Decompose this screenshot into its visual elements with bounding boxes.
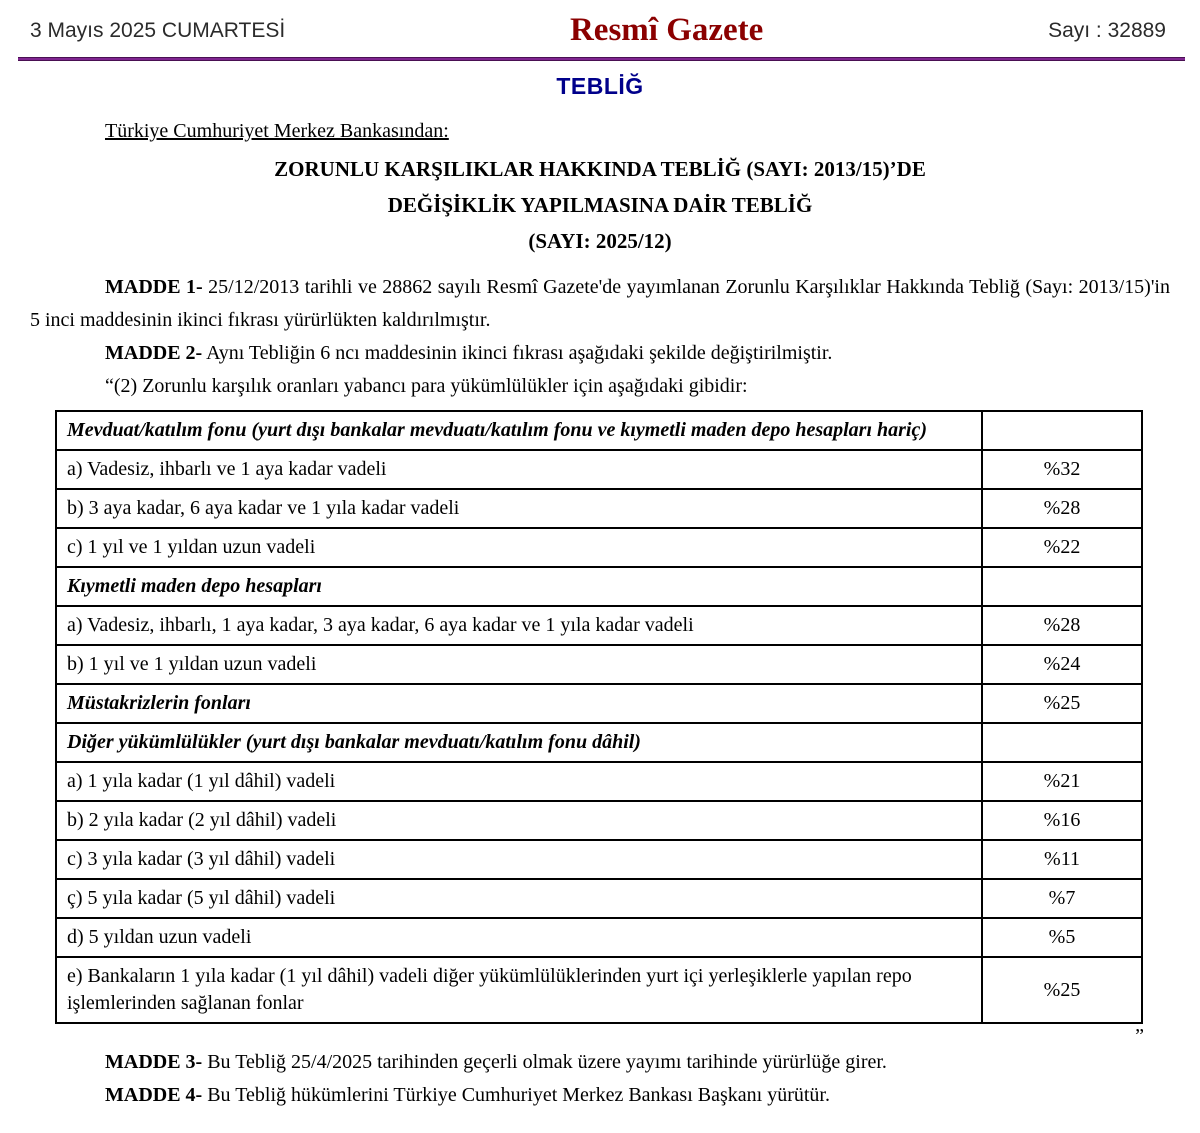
communique-title-line-1: ZORUNLU KARŞILIKLAR HAKKINDA TEBLİĞ (SAYI: 2013/15)’DE [274,157,926,181]
article-madde-3-label: MADDE 3- [105,1051,203,1073]
table-row [56,840,1142,879]
table-row [56,411,1142,450]
article-madde-4-text: Bu Tebliğ hükümlerini Türkiye Cumhuriyet Merkez Bankası Başkanı yürütür. [202,1084,830,1106]
table-cell-label: c) 3 yıla kadar (3 yıl dâhil) vadeli [56,840,982,879]
table-cell-label: Mevduat/katılım fonu (yurt dışı bankalar mevduatı/katılım fonu ve kıymetli maden depo hesapları hariç) [56,411,982,450]
table-cell-label: e) Bankaların 1 yıla kadar (1 yıl dâhil) vadeli diğer yükümlülüklerinden yurt içi yerleşiklerle yapılan repo işlemlerinden sağlanan fonlar [56,957,982,1023]
table-row [56,606,1142,645]
article-madde-2 [30,337,1170,370]
reserve-ratios-table [55,410,1143,1024]
table-row [56,489,1142,528]
communique-title-line-2: DEĞİŞİKLİK YAPILMASINA DAİR TEBLİĞ [387,193,813,217]
article-madde-1 [30,271,1170,337]
rates-table-body [56,411,1142,1023]
masthead-divider-rule [18,57,1185,61]
masthead-date: 3 Mayıs 2025 CUMARTESİ [30,18,286,42]
table-cell-ratio [982,723,1142,762]
communique-title-line-3: (SAYI: 2025/12) [528,229,672,253]
article-madde-1-text: 25/12/2013 tarihli ve 28862 sayılı Resmî Gazete'de yayımlanan Zorunlu Karşılıklar Hakkında Tebliğ (Sayı: 2013/15)'in 5 inci maddesinin ikinci fıkrası yürürlükten kaldırılmıştır. [30,276,1170,331]
table-row [56,723,1142,762]
table-cell-label: ç) 5 yıla kadar (5 yıl dâhil) vadeli [56,879,982,918]
gazette-title: Resmî Gazete [569,12,764,48]
table-cell-label: b) 3 aya kadar, 6 aya kadar ve 1 yıla kadar vadeli [56,489,982,528]
table-cell-ratio: %25 [982,957,1142,1023]
communique-title-block [30,151,1170,259]
table-row [56,801,1142,840]
table-cell-ratio: %28 [982,606,1142,645]
table-cell-label: b) 1 yıl ve 1 yıldan uzun vadeli [56,645,982,684]
table-cell-label: d) 5 yıldan uzun vadeli [56,918,982,957]
table-row [56,957,1142,1023]
table-cell-label: Müstakrizlerin fonları [56,684,982,723]
masthead-issue-number: Sayı : 32889 [1048,18,1166,42]
document-body [0,120,1200,1112]
table-cell-label: Diğer yükümlülükler (yurt dışı bankalar mevduatı/katılım fonu dâhil) [56,723,982,762]
article-madde-1-label: MADDE 1- [105,276,203,298]
table-cell-ratio: %16 [982,801,1142,840]
table-cell-ratio [982,567,1142,606]
table-cell-ratio: %32 [982,450,1142,489]
quote-intro-line: “(2) Zorunlu karşılık oranları yabancı para yükümlülükler için aşağıdaki gibidir: [105,375,748,397]
section-heading: TEBLİĞ [556,73,644,99]
article-madde-3-text: Bu Tebliğ 25/4/2025 tarihinden geçerli olmak üzere yayımı tarihinde yürürlüğe girer. [202,1051,887,1073]
table-cell-label: c) 1 yıl ve 1 yıldan uzun vadeli [56,528,982,567]
table-row [56,567,1142,606]
article-madde-2-label: MADDE 2- [105,342,203,364]
article-madde-4-label: MADDE 4- [105,1084,203,1106]
table-cell-label: a) 1 yıla kadar (1 yıl dâhil) vadeli [56,762,982,801]
table-row [56,528,1142,567]
table-row [56,918,1142,957]
table-row [56,762,1142,801]
table-cell-label: b) 2 yıla kadar (2 yıl dâhil) vadeli [56,801,982,840]
table-row [56,879,1142,918]
closing-quote-mark: ” [1135,1025,1144,1047]
article-madde-2-text: Aynı Tebliğin 6 ncı maddesinin ikinci fıkrası aşağıdaki şekilde değiştirilmiştir. [202,342,833,364]
table-row [56,645,1142,684]
table-cell-ratio: %24 [982,645,1142,684]
table-cell-ratio: %5 [982,918,1142,957]
article-madde-3 [30,1046,1170,1079]
table-cell-ratio: %21 [982,762,1142,801]
table-row [56,684,1142,723]
table-cell-ratio: %7 [982,879,1142,918]
table-cell-ratio: %22 [982,528,1142,567]
table-row [56,450,1142,489]
table-cell-ratio: %28 [982,489,1142,528]
table-cell-ratio: %25 [982,684,1142,723]
issuing-authority-text: Türkiye Cumhuriyet Merkez Bankasından: [105,120,449,142]
article-madde-4 [30,1079,1170,1112]
issuing-authority-line [30,120,1170,143]
table-cell-ratio [982,411,1142,450]
table-cell-ratio: %11 [982,840,1142,879]
table-cell-label: a) Vadesiz, ihbarlı, 1 aya kadar, 3 aya kadar, 6 aya kadar ve 1 yıla kadar vadeli [56,606,982,645]
masthead [0,0,1200,57]
table-cell-label: Kıymetli maden depo hesapları [56,567,982,606]
table-cell-label: a) Vadesiz, ihbarlı ve 1 aya kadar vadeli [56,450,982,489]
